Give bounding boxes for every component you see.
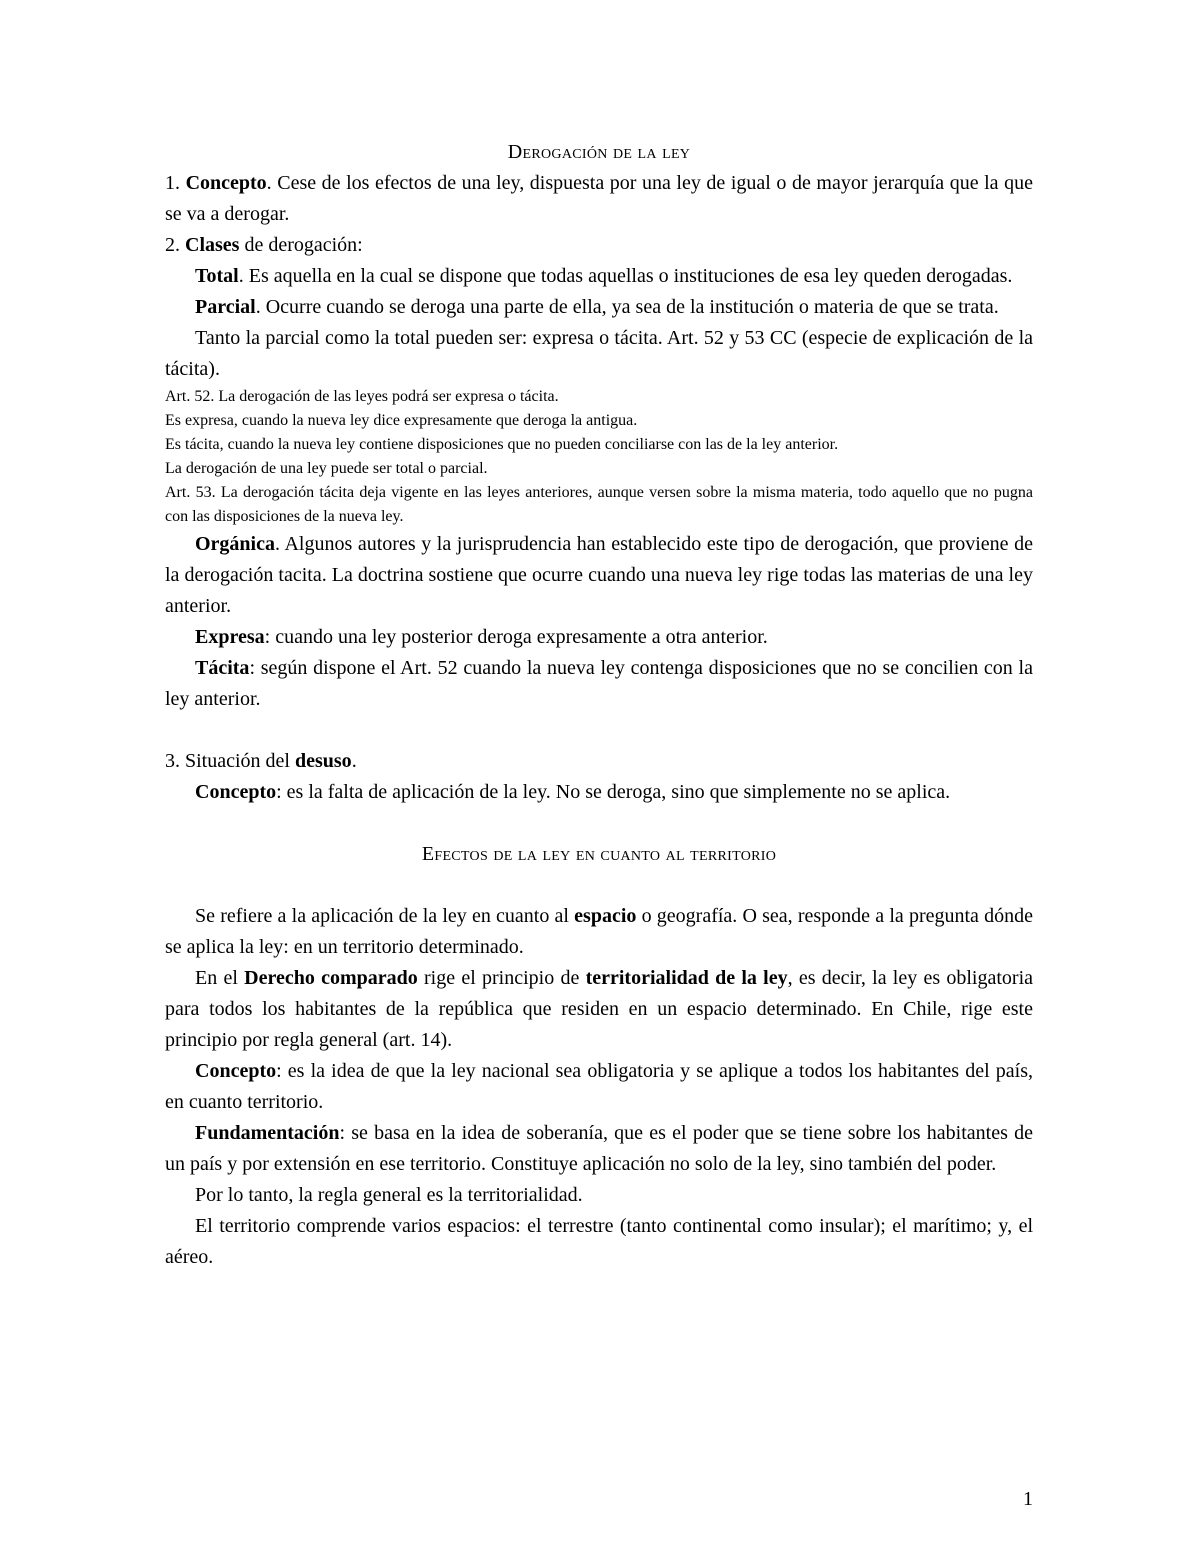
paragraph-total [165,261,1033,292]
bold-term: Orgánica [195,533,275,555]
paragraph-fundamentacion [165,1118,1033,1180]
paragraph-organica [165,529,1033,622]
quote-art52-line: Es expresa, cuando la nueva ley dice expresamente que deroga la antigua. [165,412,638,429]
paragraph-parcial [165,292,1033,323]
page-number: 1 [1023,1488,1033,1510]
paragraph-text: . Ocurre cuando se deroga una parte de ella, ya sea de la institución o materia de que se trata. [255,296,999,318]
paragraph-tanto: Tanto la parcial como la total pueden ser: expresa o tácita. Art. 52 y 53 CC (especie de explicación de la tácita). [165,327,1033,380]
paragraph-text: rige el principio de [417,967,586,989]
bold-term: Fundamentación [195,1122,340,1144]
item-number: 1. [165,172,186,194]
bold-term: Concepto [195,1060,277,1082]
paragraph-text: de derogación: [239,234,363,256]
paragraph-text: En el [195,967,245,989]
bold-term: desuso [294,750,352,772]
document-page [165,137,1033,1273]
paragraph-espacio [165,901,1033,963]
paragraph-derecho-comparado [165,963,1033,1056]
paragraph-expresa [165,622,1033,653]
section-heading-derogacion: Derogación de la ley [507,141,691,163]
paragraph-text: : es la idea de que la ley nacional sea obligatoria y se aplique a todos los habitantes del país, en cuanto territorio. [165,1060,1033,1113]
paragraph-desuso-title [165,746,1033,777]
paragraph-text: : se basa en la idea de soberanía, que es el poder que se tiene sobre los habitantes de un país y por extensión en ese territorio. Constituye aplicación no solo de la ley, sino también del poder. [165,1122,1033,1175]
paragraph-text: o geografía. O sea, responde a la pregunta dónde se aplica la ley: en un territorio determinado. [165,905,1033,958]
paragraph-text: , es decir, la ley es obligatoria para todos los habitantes de la república que residen en un espacio determinado. En Chile, rige este principio por regla general (art. 14). [165,967,1034,1051]
bold-term: Expresa [195,626,265,648]
bold-term: Concepto [195,781,277,803]
item-number: 2. [165,234,185,256]
paragraph-regla-general: Por lo tanto, la regla general es la territorialidad. [195,1184,583,1206]
quote-art52-line: Es tácita, cuando la nueva ley contiene disposiciones que no pueden conciliarse con las de la ley anterior. [165,436,839,453]
paragraph-text: 3. Situación del [165,750,295,772]
paragraph-text: Se refiere a la aplicación de la ley en cuanto al [195,905,575,927]
spacer [165,715,1033,746]
bold-term: Clases [185,234,240,256]
bold-term: Derecho comparado [244,967,418,989]
quote-art53: Art. 53. La derogación tácita deja vigente en las leyes anteriores, aunque versen sobre la misma materia, todo aquello que no pugna con las disposiciones de la nueva ley. [165,484,1033,525]
paragraph-tacita [165,653,1033,715]
section-heading-efectos: Efectos de la ley en cuanto al territorio [421,843,777,865]
paragraph-text: . [351,750,357,772]
paragraph-concepto [165,168,1033,230]
spacer [165,870,1033,901]
paragraph-clases [165,230,1033,261]
bold-term: Concepto [185,172,267,194]
quote-art52-line: Art. 52. La derogación de las leyes podrá ser expresa o tácita. [165,388,559,405]
paragraph-espacios: El territorio comprende varios espacios: el terrestre (tanto continental como insular); el marítimo; y, el aéreo. [165,1215,1033,1268]
bold-term: Parcial [195,296,256,318]
paragraph-text: . Algunos autores y la jurisprudencia han establecido este tipo de derogación, que proviene de la derogación tacita. La doctrina sostiene que ocurre cuando una nueva ley rige todas las materias de una ley anterior. [165,533,1033,617]
paragraph-text: : cuando una ley posterior deroga expresamente a otra anterior. [264,626,768,648]
paragraph-desuso-concepto [165,777,1033,808]
quote-art52-line: La derogación de una ley puede ser total o parcial. [165,460,488,477]
paragraph-territorio-concepto [165,1056,1033,1118]
bold-term: Tácita [195,657,250,679]
bold-term: espacio [574,905,637,927]
paragraph-text: : es la falta de aplicación de la ley. No se deroga, sino que simplemente no se aplica. [276,781,951,803]
bold-term: Total [195,265,239,287]
spacer [165,808,1033,839]
paragraph-text: . Es aquella en la cual se dispone que todas aquellas o instituciones de esa ley queden derogadas. [238,265,1013,287]
bold-term: territorialidad de la ley [585,967,788,989]
paragraph-text: : según dispone el Art. 52 cuando la nueva ley contenga disposiciones que no se concilien con la ley anterior. [165,657,1033,710]
paragraph-text: . Cese de los efectos de una ley, dispuesta por una ley de igual o de mayor jerarquía que la que se va a derogar. [165,172,1033,225]
